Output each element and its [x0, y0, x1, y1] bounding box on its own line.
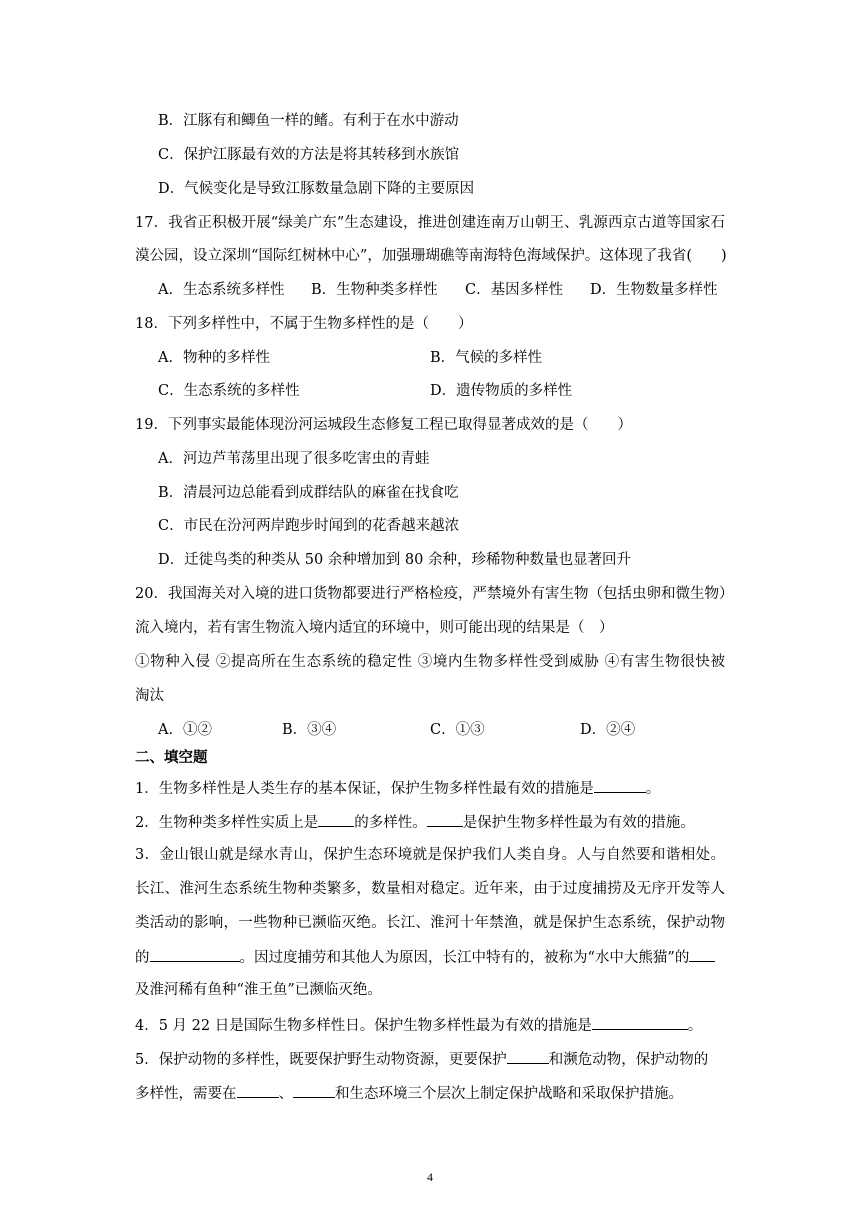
section-title-fill-in: 二、填空题 [135, 750, 208, 766]
q18-stem: 18．下列多样性中，不属于生物多样性的是（ ） [135, 316, 473, 332]
q17-option-b: B．生物种类多样性 [311, 282, 438, 298]
fill-1 [135, 777, 735, 799]
q20-stem-line4: 淘汰 [135, 688, 164, 704]
fill-1-end: 。 [645, 781, 661, 797]
fill-2-blank-1[interactable] [318, 811, 354, 827]
fill-3-text-a: 的 [135, 950, 150, 966]
fill-5-sep: 、 [278, 1086, 293, 1102]
q18-option-b: B．气候的多样性 [430, 350, 543, 366]
q16-option-d: D．气候变化是导致江豚数量急剧下降的主要原因 [158, 181, 475, 197]
fill-5-text-a: 5．保护动物的多样性，既要保护野生动物资源，更要保护 [135, 1052, 507, 1068]
fill-5-text-b: 和濒危动物，保护动物的 [548, 1052, 709, 1068]
q20-stem-line3: ①物种入侵 ②提高所在生态系统的稳定性 ③境内生物多样性受到威胁 ④有害生物很快被 [135, 654, 725, 670]
q16-option-c: C．保护江豚最有效的方法是将其转移到水族馆 [158, 147, 460, 163]
fill-5-blank-1[interactable] [507, 1048, 549, 1064]
q19-option-a: A．河边芦苇荡里出现了很多吃害虫的青蛙 [158, 451, 430, 467]
fill-3-line4 [135, 946, 735, 968]
q17-option-c: C．基因多样性 [465, 282, 564, 298]
fill-2-text-c: 是保护生物多样性最为有效的措施。 [462, 815, 695, 831]
q20-stem-line1: 20．我国海关对入境的进口货物都要进行严格检疫，严禁境外有害生物（包括虫卵和微生物） [135, 586, 734, 602]
fill-5-text-d: 和生态环境三个层次上制定保护战略和采取保护措施。 [335, 1086, 683, 1102]
q20-stem-line2: 流入境内，若有害生物流入境内适宜的环境中，则可能出现的结果是（ ） [135, 620, 614, 636]
q17-option-a: A．生态系统多样性 [158, 282, 285, 298]
fill-2-text-b: 的多样性。 [354, 815, 427, 831]
fill-5-text-c: 多样性，需要在 [135, 1086, 237, 1102]
fill-3-blank-1[interactable] [150, 946, 240, 962]
fill-2-text-a: 2．生物种类多样性实质上是 [135, 815, 319, 831]
fill-5-blank-2[interactable] [237, 1082, 279, 1098]
q16-option-b: B．江豚有和鲫鱼一样的鳍。有利于在水中游动 [158, 113, 459, 129]
q19-stem: 19．下列事实最能体现汾河运城段生态修复工程已取得显著成效的是（ ） [135, 417, 632, 433]
fill-4-end: 。 [687, 1018, 703, 1034]
q20-option-a: A．①② [158, 722, 212, 738]
fill-2-blank-2[interactable] [427, 811, 463, 827]
q19-option-b: B．清晨河边总能看到成群结队的麻雀在找食吃 [158, 485, 459, 501]
fill-3-line5: 及淮河稀有鱼种“淮王鱼”已濒临灭绝。 [135, 982, 382, 998]
fill-3-line3: 类活动的影响，一些物种已濒临灭绝。长江、淮河十年禁渔，就是保护生态系统，保护动物 [135, 915, 725, 931]
fill-3-text-b: 。因过度捕劳和其他人为原因，长江中特有的，被称为“水中大熊猫”的 [239, 950, 690, 966]
q20-option-c: C．①③ [430, 722, 485, 738]
page-number: 4 [427, 1170, 433, 1184]
q17-stem-line1: 17．我省正积极开展“绿美广东”生态建设，推进创建连南万山朝王、乳源西京古道等国家石 [135, 215, 725, 231]
fill-2 [135, 811, 735, 833]
fill-3-line2: 长江、淮河生态系统生物种类繁多，数量相对稳定。近年来，由于过度捕捞及无序开发等人 [135, 881, 725, 897]
fill-5-blank-3[interactable] [293, 1082, 335, 1098]
fill-4-text: 4．5 月 22 日是国际生物多样性日。保护生物多样性最为有效的措施是 [135, 1018, 592, 1034]
fill-3-line1: 3．金山银山就是绿水青山，保护生态环境就是保护我们人类自身。人与自然要和谐相处。 [135, 847, 725, 863]
q20-option-d: D．②④ [580, 722, 636, 738]
fill-1-blank[interactable] [594, 777, 646, 793]
fill-4-blank[interactable] [592, 1014, 688, 1030]
fill-5-line1 [135, 1048, 735, 1070]
fill-4 [135, 1014, 735, 1036]
q17-option-d: D．生物数量多样性 [590, 282, 718, 298]
fill-1-text: 1．生物多样性是人类生存的基本保证，保护生物多样性最有效的措施是 [135, 781, 594, 797]
q18-option-a: A．物种的多样性 [158, 350, 270, 366]
fill-3-blank-2[interactable] [689, 946, 715, 962]
q19-option-d: D．迁徙鸟类的种类从 50 余种增加到 80 余种，珍稀物种数量也显著回升 [158, 552, 631, 568]
q17-stem-line2: 漠公园，设立深圳“国际红树林中心”，加强珊瑚礁等南海特色海域保护。这体现了我省( ) [135, 248, 727, 264]
fill-5-line2 [135, 1082, 735, 1104]
q18-option-c: C．生态系统的多样性 [158, 383, 300, 399]
q18-option-d: D．遗传物质的多样性 [430, 383, 573, 399]
q20-option-b: B．③④ [282, 722, 337, 738]
q19-option-c: C．市民在汾河两岸跑步时闻到的花香越来越浓 [158, 518, 460, 534]
